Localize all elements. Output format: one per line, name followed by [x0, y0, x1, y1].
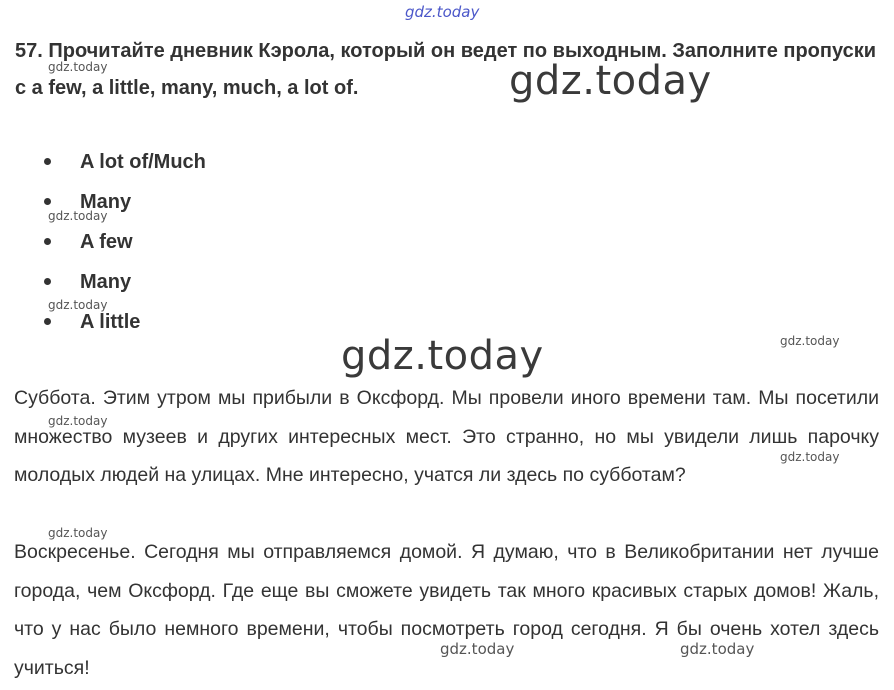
watermark-big: gdz.today [509, 58, 712, 104]
watermark-small: gdz.today [440, 640, 515, 658]
watermark-small: gdz.today [48, 298, 108, 312]
answer-label: Many [80, 271, 132, 293]
watermark-small: gdz.today [48, 209, 108, 223]
answer-label: Many [80, 191, 132, 213]
watermark-small: gdz.today [780, 334, 840, 348]
bullet-icon [44, 318, 51, 325]
bullet-icon [44, 238, 51, 245]
watermark-small: gdz.today [780, 450, 840, 464]
bullet-icon [44, 278, 51, 285]
paragraph-sunday: Воскресенье. Сегодня мы отправляемся домой. Я думаю, что в Великобритании нет лучше города, чем Оксфорд. Где еще вы сможете увидеть так много красивых старых домов! Жаль, что у нас было немного времени, чтобы посмотреть город сегодня. Я бы очень хотел здесь учиться! [14, 541, 879, 679]
watermark-top: gdz.today [405, 3, 480, 21]
answer-label: A few [80, 231, 133, 253]
watermark-small: gdz.today [48, 526, 108, 540]
task-heading: 57. Прочитайте дневник Кэрола, который он ведет по выходным. Заполните пропуски с a few, a little, many, much, a lot of. [15, 40, 877, 99]
watermark-big: gdz.today [341, 333, 544, 379]
paragraph-saturday: Суббота. Этим утром мы прибыли в Оксфорд. Мы провели иного времени там. Мы посетили множество музеев и других интересных мест. Это странно, но мы увидели лишь парочку молодых людей на улицах. Мне интересно, учатся ли здесь по субботам? [14, 387, 879, 486]
answer-label: A lot of/Much [80, 151, 206, 173]
watermark-small: gdz.today [680, 640, 755, 658]
answer-label: A little [80, 311, 141, 333]
bullet-icon [44, 198, 51, 205]
watermark-small: gdz.today [48, 414, 108, 428]
watermark-small: gdz.today [48, 60, 108, 74]
bullet-icon [44, 158, 51, 165]
